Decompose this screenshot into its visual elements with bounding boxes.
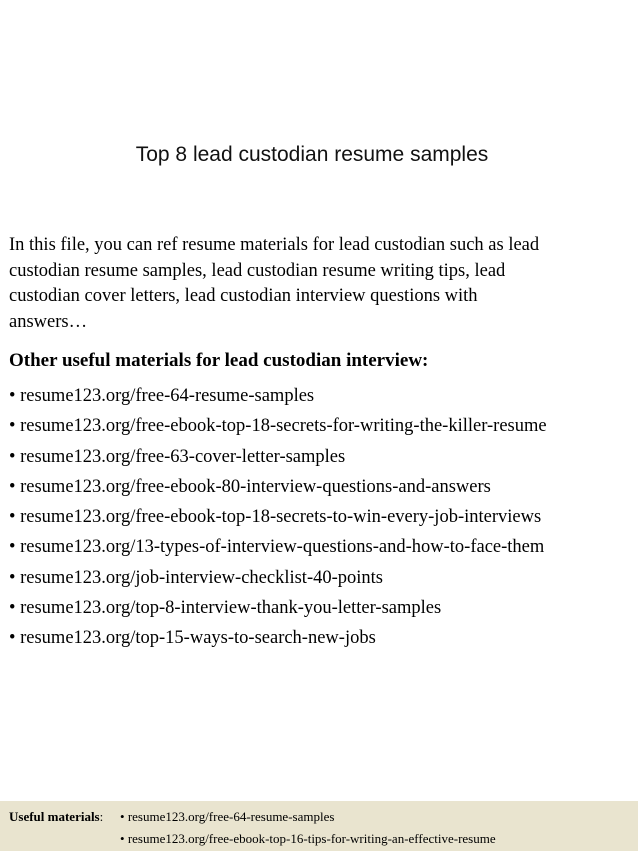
materials-link[interactable]: • resume123.org/free-ebook-80-interview-questions-and-answers [9, 472, 547, 502]
materials-link[interactable]: • resume123.org/free-ebook-top-18-secrets-to-win-every-job-interviews [9, 502, 547, 532]
intro-line: custodian cover letters, lead custodian interview questions with [9, 286, 478, 306]
footer-bar [0, 801, 638, 851]
footer-link[interactable]: • resume123.org/free-ebook-top-16-tips-for-writing-an-effective-resume [120, 828, 496, 850]
materials-link[interactable]: • resume123.org/top-15-ways-to-search-new-jobs [9, 623, 547, 653]
footer-label-text: Useful materials [9, 809, 100, 824]
footer-link[interactable]: • resume123.org/free-64-resume-samples [120, 806, 496, 828]
document-title: Top 8 lead custodian resume samples [135, 143, 489, 166]
footer-links [120, 806, 496, 850]
materials-link[interactable]: • resume123.org/free-ebook-top-18-secrets-for-writing-the-killer-resume [9, 411, 547, 441]
footer-label [9, 806, 103, 828]
materials-link[interactable]: • resume123.org/free-63-cover-letter-samples [9, 442, 547, 472]
materials-list [9, 381, 547, 654]
intro-line: In this file, you can ref resume materials for lead custodian such as lead [9, 235, 540, 255]
materials-link[interactable]: • resume123.org/top-8-interview-thank-you-letter-samples [9, 593, 547, 623]
intro-line: answers… [9, 311, 88, 332]
materials-heading: Other useful materials for lead custodian interview: [9, 350, 429, 371]
materials-link[interactable]: • resume123.org/job-interview-checklist-40-points [9, 563, 547, 593]
intro-paragraph [9, 233, 631, 335]
intro-line: custodian resume samples, lead custodian resume writing tips, lead [9, 260, 506, 281]
materials-link[interactable]: • resume123.org/13-types-of-interview-questions-and-how-to-face-them [9, 532, 547, 562]
footer-label-colon: : [99, 809, 104, 824]
materials-link[interactable]: • resume123.org/free-64-resume-samples [9, 381, 547, 411]
